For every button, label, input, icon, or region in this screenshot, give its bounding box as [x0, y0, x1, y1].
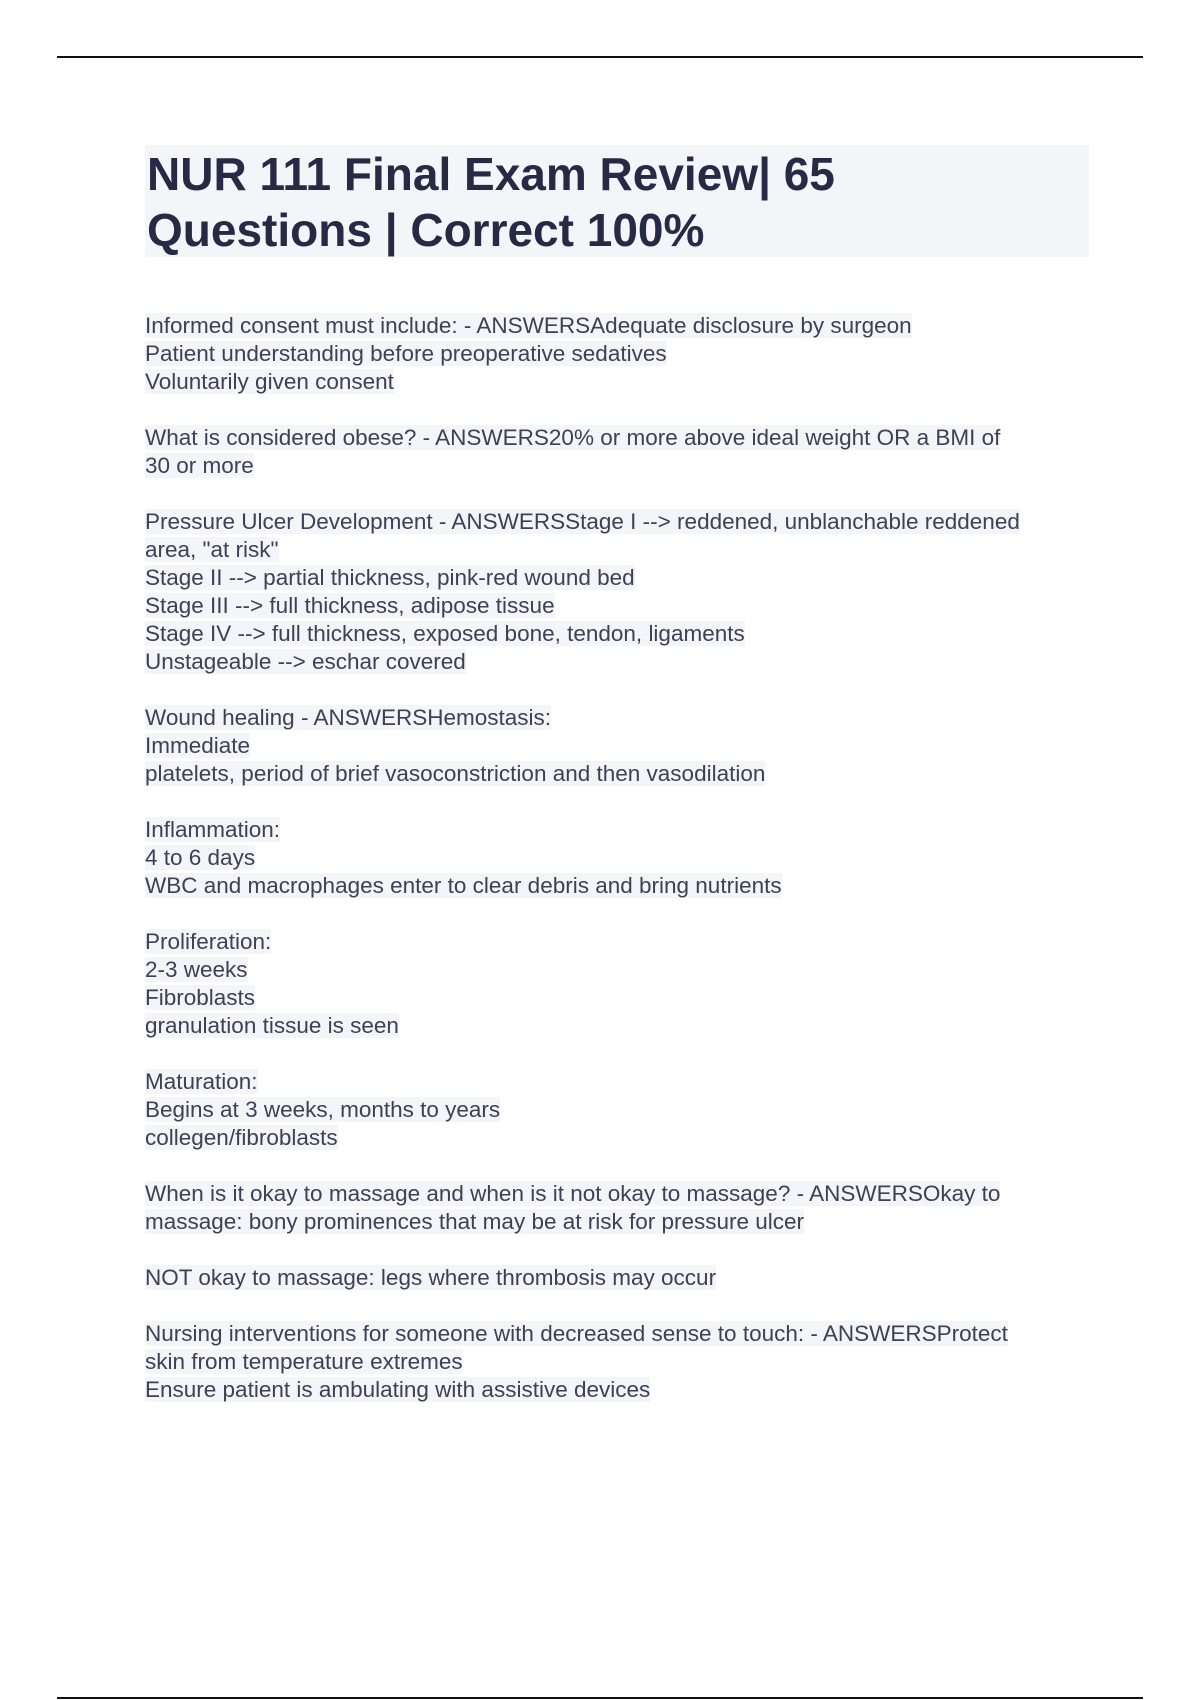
text-line: [145, 704, 1095, 732]
qa-block: [145, 1180, 1095, 1236]
qa-block: [145, 928, 1095, 1040]
text-line-content: Nursing interventions for someone with decreased sense to touch: - ANSWERSProtect: [145, 1321, 1008, 1346]
qa-block: [145, 704, 1095, 788]
text-line: [145, 1068, 1095, 1096]
text-line: [145, 368, 1095, 396]
text-line-content: Begins at 3 weeks, months to years: [145, 1097, 501, 1122]
text-line: [145, 956, 1095, 984]
qa-block: [145, 1320, 1095, 1404]
text-line-content: WBC and macrophages enter to clear debris and bring nutrients: [145, 873, 782, 898]
text-line: [145, 928, 1095, 956]
text-line-content: collegen/fibroblasts: [145, 1125, 338, 1150]
text-line: [145, 340, 1095, 368]
top-rule: [57, 56, 1143, 58]
document-body: [145, 312, 1095, 1432]
text-line: [145, 816, 1095, 844]
text-line-content: Immediate: [145, 733, 251, 758]
text-line: [145, 312, 1095, 340]
qa-block: [145, 424, 1095, 480]
text-line: [145, 452, 1095, 480]
text-line-content: 4 to 6 days: [145, 845, 256, 870]
text-line-content: NOT okay to massage: legs where thrombosis may occur: [145, 1265, 717, 1290]
text-line: [145, 760, 1095, 788]
text-line: [145, 1096, 1095, 1124]
text-line-content: Fibroblasts: [145, 985, 256, 1010]
qa-block: [145, 816, 1095, 900]
text-line: [145, 1180, 1095, 1208]
qa-block: [145, 1264, 1095, 1292]
text-line: [145, 984, 1095, 1012]
text-line: [145, 1012, 1095, 1040]
qa-block: [145, 508, 1095, 676]
text-line: [145, 872, 1095, 900]
text-line-content: When is it okay to massage and when is it not okay to massage? - ANSWERSOkay to: [145, 1181, 1001, 1206]
text-line-content: Stage IV --> full thickness, exposed bone, tendon, ligaments: [145, 621, 745, 646]
text-line-content: Wound healing - ANSWERSHemostasis:: [145, 705, 551, 730]
text-line-content: platelets, period of brief vasoconstriction and then vasodilation: [145, 761, 766, 786]
bottom-rule: [57, 1697, 1143, 1699]
text-line: [145, 1376, 1095, 1404]
text-line-content: Informed consent must include: - ANSWERSAdequate disclosure by surgeon: [145, 313, 912, 338]
text-line: [145, 564, 1095, 592]
text-line-content: Inflammation:: [145, 817, 281, 842]
text-line-content: Ensure patient is ambulating with assistive devices: [145, 1377, 651, 1402]
text-line-content: Maturation:: [145, 1069, 258, 1094]
text-line-content: skin from temperature extremes: [145, 1349, 463, 1374]
text-line-content: area, "at risk": [145, 537, 279, 562]
text-line: [145, 536, 1095, 564]
text-line-content: Stage II --> partial thickness, pink-red wound bed: [145, 565, 635, 590]
page-title: [147, 146, 1047, 258]
text-line-content: massage: bony prominences that may be at risk for pressure ulcer: [145, 1209, 805, 1234]
text-line: [145, 1124, 1095, 1152]
text-line: [145, 844, 1095, 872]
text-line-content: 30 or more: [145, 453, 254, 478]
text-line-content: Patient understanding before preoperative sedatives: [145, 341, 667, 366]
title-line-1: NUR 111 Final Exam Review| 65: [147, 148, 835, 200]
text-line: [145, 1320, 1095, 1348]
text-line: [145, 1348, 1095, 1376]
text-line: [145, 620, 1095, 648]
text-line-content: Unstageable --> eschar covered: [145, 649, 466, 674]
text-line: [145, 508, 1095, 536]
text-line-content: granulation tissue is seen: [145, 1013, 399, 1038]
text-line-content: Proliferation:: [145, 929, 272, 954]
text-line-content: Voluntarily given consent: [145, 369, 394, 394]
text-line: [145, 424, 1095, 452]
qa-block: [145, 312, 1095, 396]
text-line: [145, 592, 1095, 620]
text-line-content: Pressure Ulcer Development - ANSWERSStage I --> reddened, unblanchable reddened: [145, 509, 1020, 534]
title-line-2: Questions | Correct 100%: [147, 204, 705, 256]
text-line: [145, 1264, 1095, 1292]
text-line-content: What is considered obese? - ANSWERS20% or more above ideal weight OR a BMI of: [145, 425, 1001, 450]
text-line-content: Stage III --> full thickness, adipose tissue: [145, 593, 555, 618]
text-line: [145, 1208, 1095, 1236]
qa-block: [145, 1068, 1095, 1152]
text-line-content: 2-3 weeks: [145, 957, 248, 982]
text-line: [145, 648, 1095, 676]
text-line: [145, 732, 1095, 760]
